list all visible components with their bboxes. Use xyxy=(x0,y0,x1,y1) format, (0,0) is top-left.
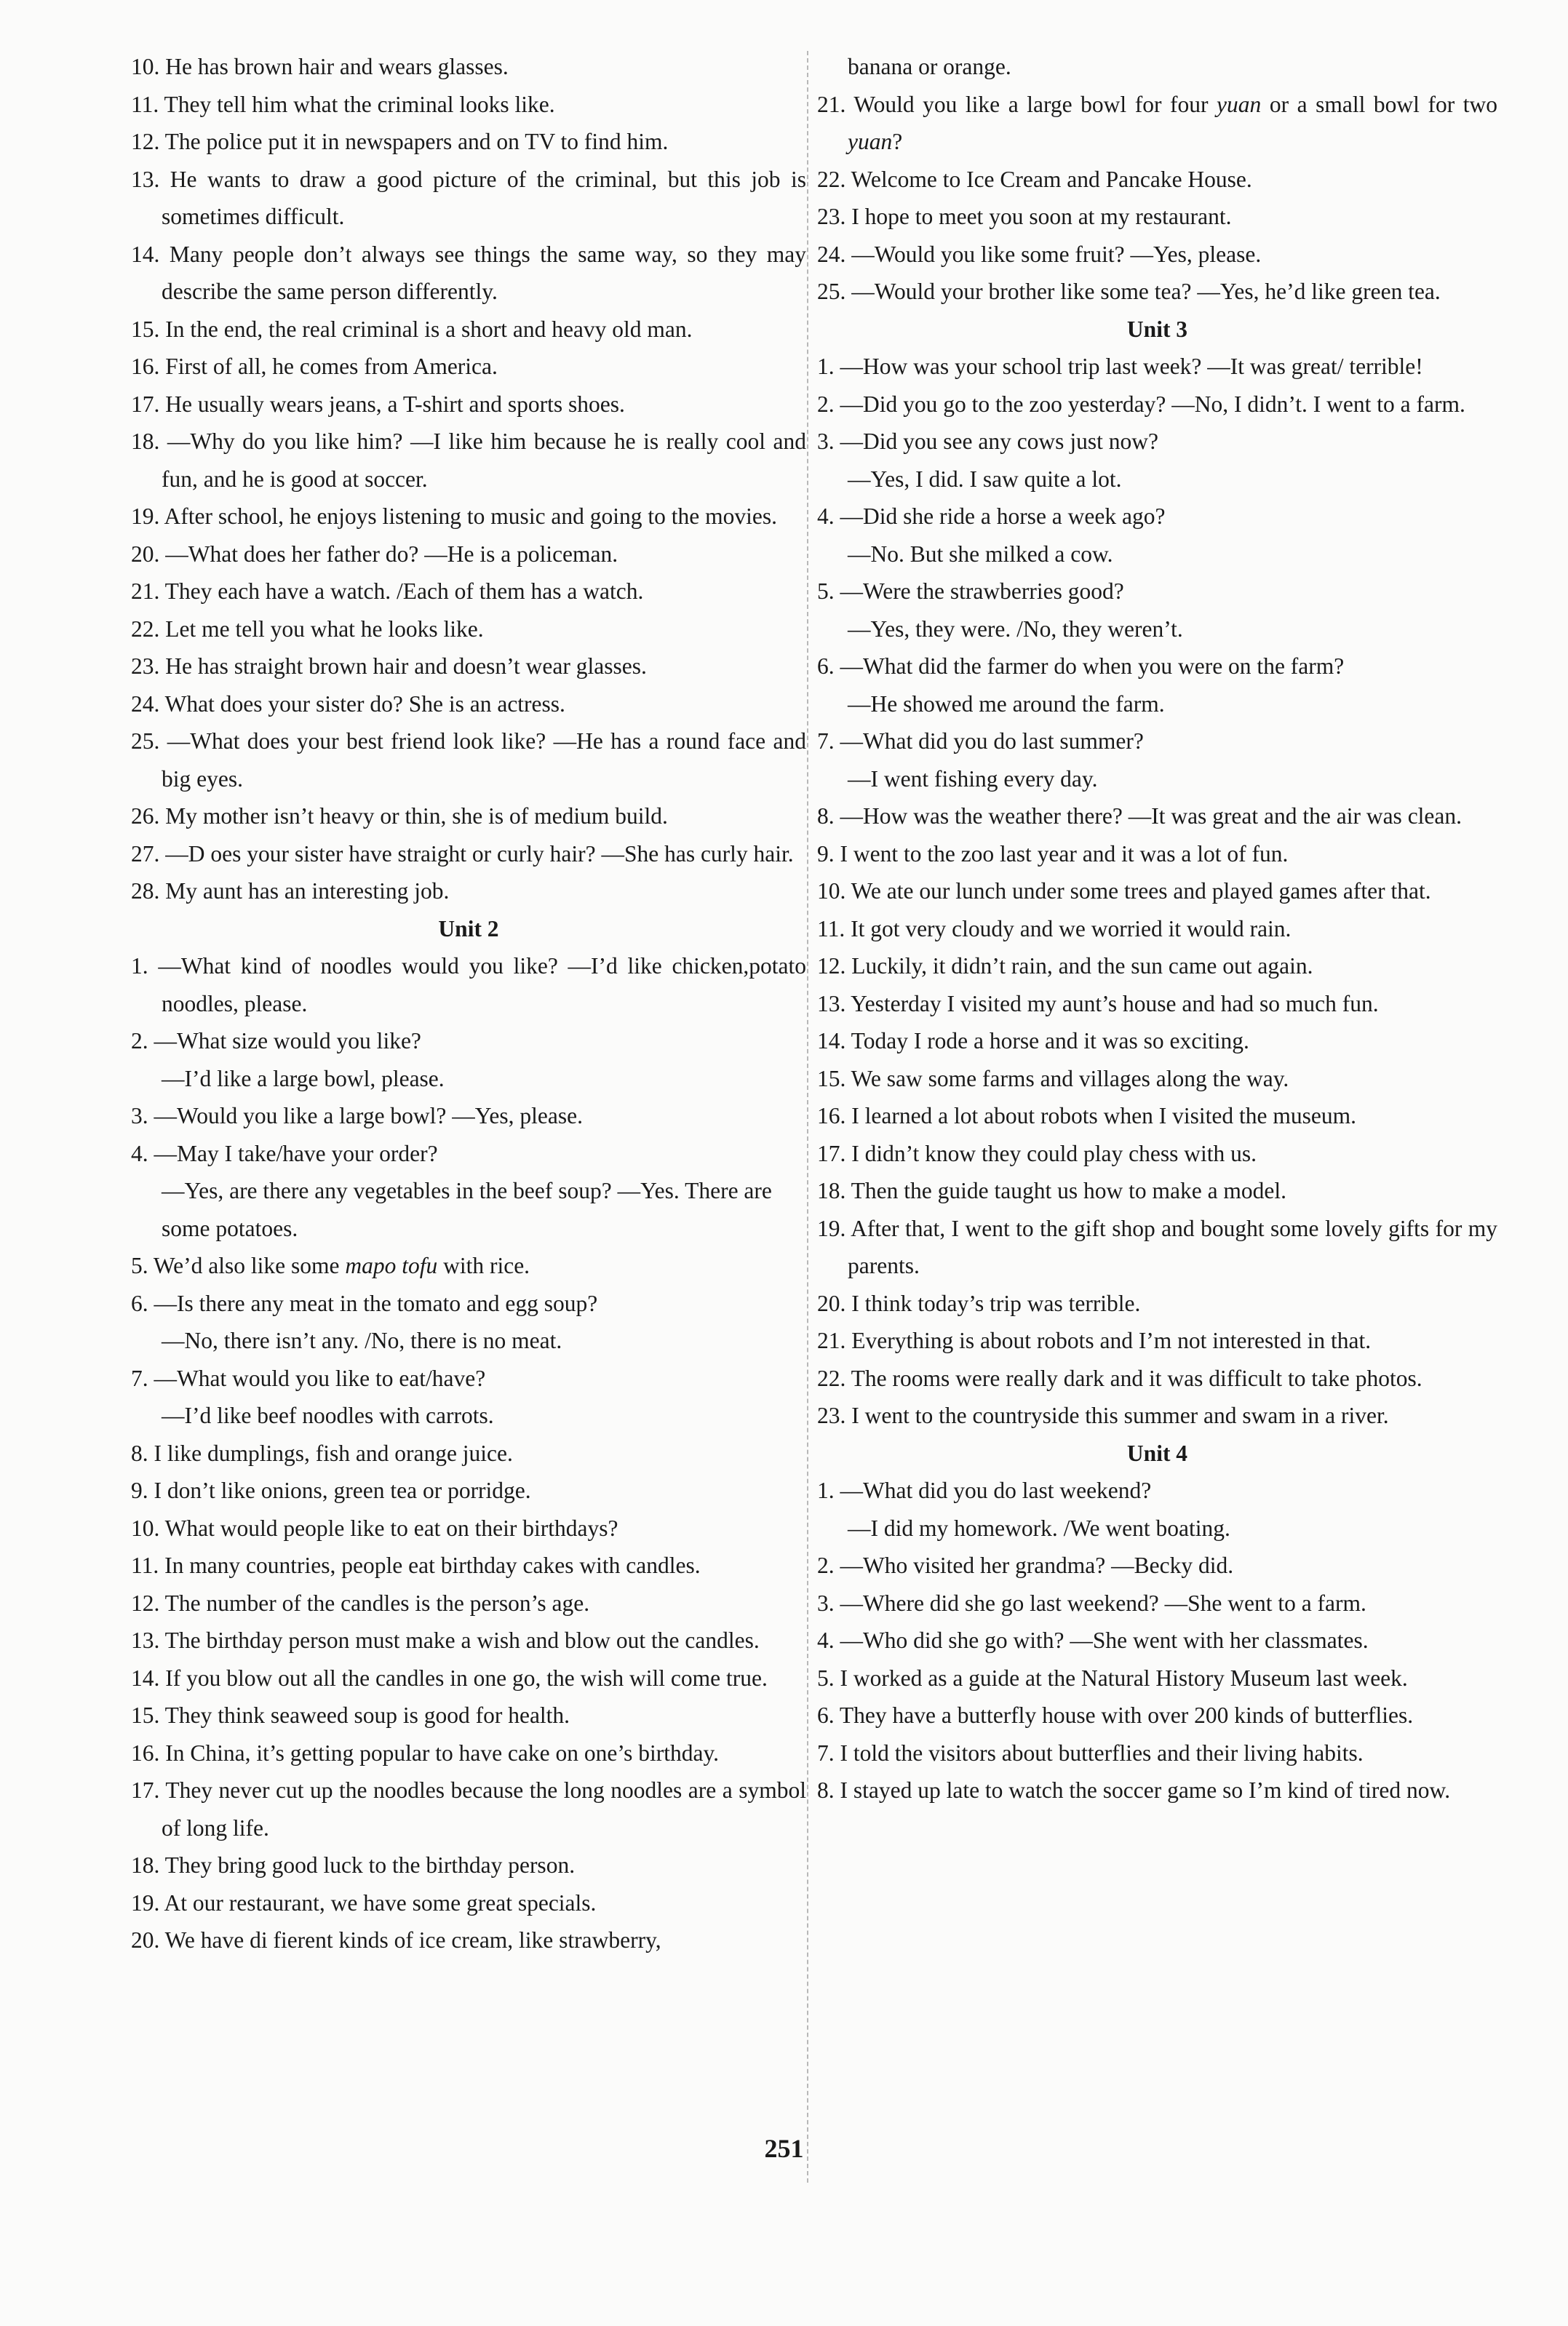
answer-continuation: —I’d like beef noodles with carrots. xyxy=(162,1403,494,1428)
answer-item: 4. —May I take/have your order? xyxy=(131,1140,438,1166)
unit-heading: Unit 2 xyxy=(438,915,499,941)
answer-item: 23. I hope to meet you soon at my restaurant. xyxy=(817,204,1232,229)
answer-item: 8. —How was the weather there? —It was great and the air was clean. xyxy=(817,803,1462,829)
answer-item: 22. The rooms were really dark and it was difficult to take photos. xyxy=(817,1365,1422,1391)
answer-item: 9. I don’t like onions, green tea or porridge. xyxy=(131,1478,531,1503)
answer-continuation: banana or orange. xyxy=(848,54,1011,79)
answer-item: 4. —Did she ride a horse a week ago? xyxy=(817,503,1166,529)
answer-item: 10. We ate our lunch under some trees and played games after that. xyxy=(817,878,1431,904)
answer-continuation: —Yes, they were. /No, they weren’t. xyxy=(848,616,1183,642)
answer-item: 19. At our restaurant, we have some great specials. xyxy=(131,1889,597,1916)
answer-item: 4. —Who did she go with? —She went with her classmates. xyxy=(817,1628,1369,1653)
answer-continuation: —Yes, are there any vegetables in the beef soup? —Yes. There are some potatoes. xyxy=(162,1178,772,1241)
answer-continuation: —No. But she milked a cow. xyxy=(848,541,1113,567)
answer-item: 10. What would people like to eat on their birthdays? xyxy=(131,1515,618,1541)
answer-item: 18. —Why do you like him? —I like him because he is really cool and fun, and he is good at soccer. xyxy=(131,429,806,492)
unit-heading: Unit 4 xyxy=(1126,1440,1188,1466)
column-divider xyxy=(807,51,808,2183)
answer-item: 6. —What did the farmer do when you were on the farm? xyxy=(817,653,1345,679)
answer-item: 7. —What would you like to eat/have? xyxy=(131,1365,486,1391)
answer-item: 15. In the end, the real criminal is a short and heavy old man. xyxy=(131,316,693,342)
answer-item: 3. —Where did she go last weekend? —She went to a farm. xyxy=(817,1590,1366,1616)
answer-item: 11. It got very cloudy and we worried it would rain. xyxy=(817,915,1292,941)
answer-item: 11. They tell him what the criminal looks like. xyxy=(131,91,555,117)
answer-item: 2. —What size would you like? xyxy=(131,1028,421,1054)
answer-item: 10. He has brown hair and wears glasses. xyxy=(131,54,509,79)
answer-continuation: —Yes, I did. I saw quite a lot. xyxy=(848,466,1122,492)
answer-item: 18. Then the guide taught us how to make a model. xyxy=(817,1178,1287,1203)
answer-item: 20. We have di fierent kinds of ice cream, like strawberry, xyxy=(131,1927,661,1953)
answer-item: 2. —Did you go to the zoo yesterday? —No, I didn’t. I went to a farm. xyxy=(817,391,1465,417)
answer-item: 25. —What does your best friend look like? —He has a round face and big eyes. xyxy=(131,728,806,792)
answer-item: 5. We’d also like some mapo tofu with rice. xyxy=(131,1253,530,1278)
answer-item: 15. We saw some farms and villages along the way. xyxy=(817,1065,1289,1091)
answer-item: 14. Today I rode a horse and it was so exciting. xyxy=(817,1028,1249,1054)
answer-item: 19. After school, he enjoys listening to music and going to the movies. xyxy=(131,503,778,529)
answer-item: 6. —Is there any meat in the tomato and egg soup? xyxy=(131,1290,598,1316)
answer-item: 24. What does your sister do? She is an actress. xyxy=(131,690,565,717)
answer-item: 19. After that, I went to the gift shop and bought some lovely gifts for my parents. xyxy=(817,1215,1497,1278)
answer-item: 14. Many people don’t always see things the same way, so they may describe the same person differently. xyxy=(131,241,806,304)
answer-item: 21. Everything is about robots and I’m not interested in that. xyxy=(817,1328,1372,1353)
answer-item: 1. —How was your school trip last week? —It was great/ terrible! xyxy=(817,354,1423,379)
answer-item: 8. I like dumplings, fish and orange juice. xyxy=(131,1440,513,1466)
answer-item: 12. The police put it in newspapers and on TV to find him. xyxy=(131,129,669,154)
answer-item: 3. —Did you see any cows just now? xyxy=(817,429,1158,454)
answer-continuation: —I went fishing every day. xyxy=(848,765,1098,792)
answer-item: 21. Would you like a large bowl for four yuan or a small bowl for two yuan? xyxy=(817,91,1498,154)
answer-item: 23. He has straight brown hair and doesn’t wear glasses. xyxy=(131,653,647,679)
answer-item: 21. They each have a watch. /Each of them has a watch. xyxy=(131,578,644,604)
answer-item: 7. I told the visitors about butterflies and their living habits. xyxy=(817,1740,1364,1766)
answer-item: 13. Yesterday I visited my aunt’s house and had so much fun. xyxy=(817,990,1379,1016)
answer-item: 13. The birthday person must make a wish and blow out the candles. xyxy=(131,1628,760,1653)
answer-item: 23. I went to the countryside this summer and swam in a river. xyxy=(817,1403,1389,1428)
unit-heading: Unit 3 xyxy=(1126,316,1188,342)
answer-item: 18. They bring good luck to the birthday person. xyxy=(131,1852,576,1878)
answer-item: 27. —D oes your sister have straight or curly hair? —She has curly hair. xyxy=(131,840,794,867)
answer-item: 17. I didn’t know they could play chess with us. xyxy=(817,1140,1257,1166)
answer-item: 16. First of all, he comes from America. xyxy=(131,354,498,379)
answer-item: 28. My aunt has an interesting job. xyxy=(131,878,450,904)
answer-item: 5. —Were the strawberries good? xyxy=(817,578,1124,604)
answer-item: 22. Let me tell you what he looks like. xyxy=(131,616,484,642)
answer-item: 14. If you blow out all the candles in one go, the wish will come true. xyxy=(131,1665,768,1691)
answer-continuation: —No, there isn’t any. /No, there is no meat. xyxy=(162,1328,562,1353)
answer-item: 7. —What did you do last summer? xyxy=(817,728,1144,754)
answer-item: 26. My mother isn’t heavy or thin, she is of medium build. xyxy=(131,803,668,829)
answer-item: 1. —What kind of noodles would you like? —I’d like chicken,potato noodles, please. xyxy=(131,953,806,1016)
answer-item: 22. Welcome to Ice Cream and Pancake House. xyxy=(817,166,1252,192)
answer-item: 15. They think seaweed soup is good for health. xyxy=(131,1702,570,1728)
answer-item: 6. They have a butterfly house with over 200 kinds of butterflies. xyxy=(817,1702,1414,1728)
answer-continuation: —I did my homework. /We went boating. xyxy=(848,1515,1230,1541)
answer-item: 16. I learned a lot about robots when I visited the museum. xyxy=(817,1103,1356,1128)
answer-item: 24. —Would you like some fruit? —Yes, please. xyxy=(817,241,1262,267)
answer-item: 2. —Who visited her grandma? —Becky did. xyxy=(817,1553,1234,1578)
answer-item: 12. Luckily, it didn’t rain, and the sun came out again. xyxy=(817,953,1313,979)
answer-item: 20. —What does her father do? —He is a policeman. xyxy=(131,541,618,567)
left-column xyxy=(131,48,806,1959)
right-column xyxy=(817,48,1497,1809)
answer-item: 11. In many countries, people eat birthday cakes with candles. xyxy=(131,1553,701,1578)
answer-item: 9. I went to the zoo last year and it was a lot of fun. xyxy=(817,840,1289,867)
answer-item: 16. In China, it’s getting popular to have cake on one’s birthday. xyxy=(131,1740,720,1766)
answer-item: 17. He usually wears jeans, a T-shirt and sports shoes. xyxy=(131,391,625,417)
answer-item: 12. The number of the candles is the person’s age. xyxy=(131,1590,590,1616)
answer-item: 5. I worked as a guide at the Natural History Museum last week. xyxy=(817,1665,1408,1691)
answer-item: 17. They never cut up the noodles because the long noodles are a symbol of long life. xyxy=(131,1777,806,1841)
answer-item: 3. —Would you like a large bowl? —Yes, please. xyxy=(131,1103,583,1128)
answer-item: 8. I stayed up late to watch the soccer game so I’m kind of tired now. xyxy=(817,1777,1451,1803)
answer-item: 13. He wants to draw a good picture of the criminal, but this job is sometimes difficult. xyxy=(131,166,806,229)
answer-item: 1. —What did you do last weekend? xyxy=(817,1478,1152,1503)
page-number: 251 xyxy=(764,2134,804,2163)
answer-continuation: —He showed me around the farm. xyxy=(848,690,1165,717)
answer-continuation: —I’d like a large bowl, please. xyxy=(162,1065,445,1091)
answer-item: 20. I think today’s trip was terrible. xyxy=(817,1290,1141,1316)
answer-item: 25. —Would your brother like some tea? —Yes, he’d like green tea. xyxy=(817,279,1441,304)
